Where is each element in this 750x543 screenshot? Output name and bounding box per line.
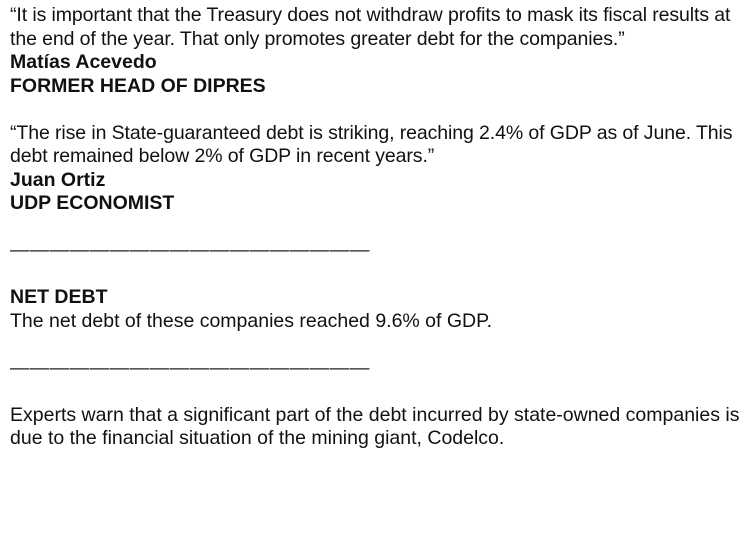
quote-author-name: Matías Acevedo <box>10 51 157 73</box>
section-heading: NET DEBT <box>10 286 108 308</box>
article-body <box>10 4 746 451</box>
divider-line: —————————————————— <box>10 356 370 379</box>
quote-author-role: FORMER HEAD OF DIPRES <box>10 74 266 97</box>
closing-paragraph: Experts warn that a significant part of the debt incurred by state-owned companies is due to the financial situation of the mining giant, Codelco. <box>10 403 740 449</box>
quote-text: “It is important that the Treasury does not withdraw profits to mask its fiscal results at the end of the year. That only promotes greater debt for the companies.” <box>10 4 731 50</box>
quote-author-name: Juan Ortiz <box>10 168 106 191</box>
quote-author-role: UDP ECONOMIST <box>10 192 175 214</box>
quote-text: “The rise in State-guaranteed debt is striking, reaching 2.4% of GDP as of June. This debt remained below 2% of GDP in recent years.” <box>10 121 733 167</box>
section-text: The net debt of these companies reached 9.6% of GDP. <box>10 309 493 332</box>
divider-line: —————————————————— <box>10 239 370 261</box>
net-debt-section <box>10 286 746 333</box>
quote-block-ortiz <box>10 122 746 216</box>
quote-block-acevedo <box>10 4 746 98</box>
